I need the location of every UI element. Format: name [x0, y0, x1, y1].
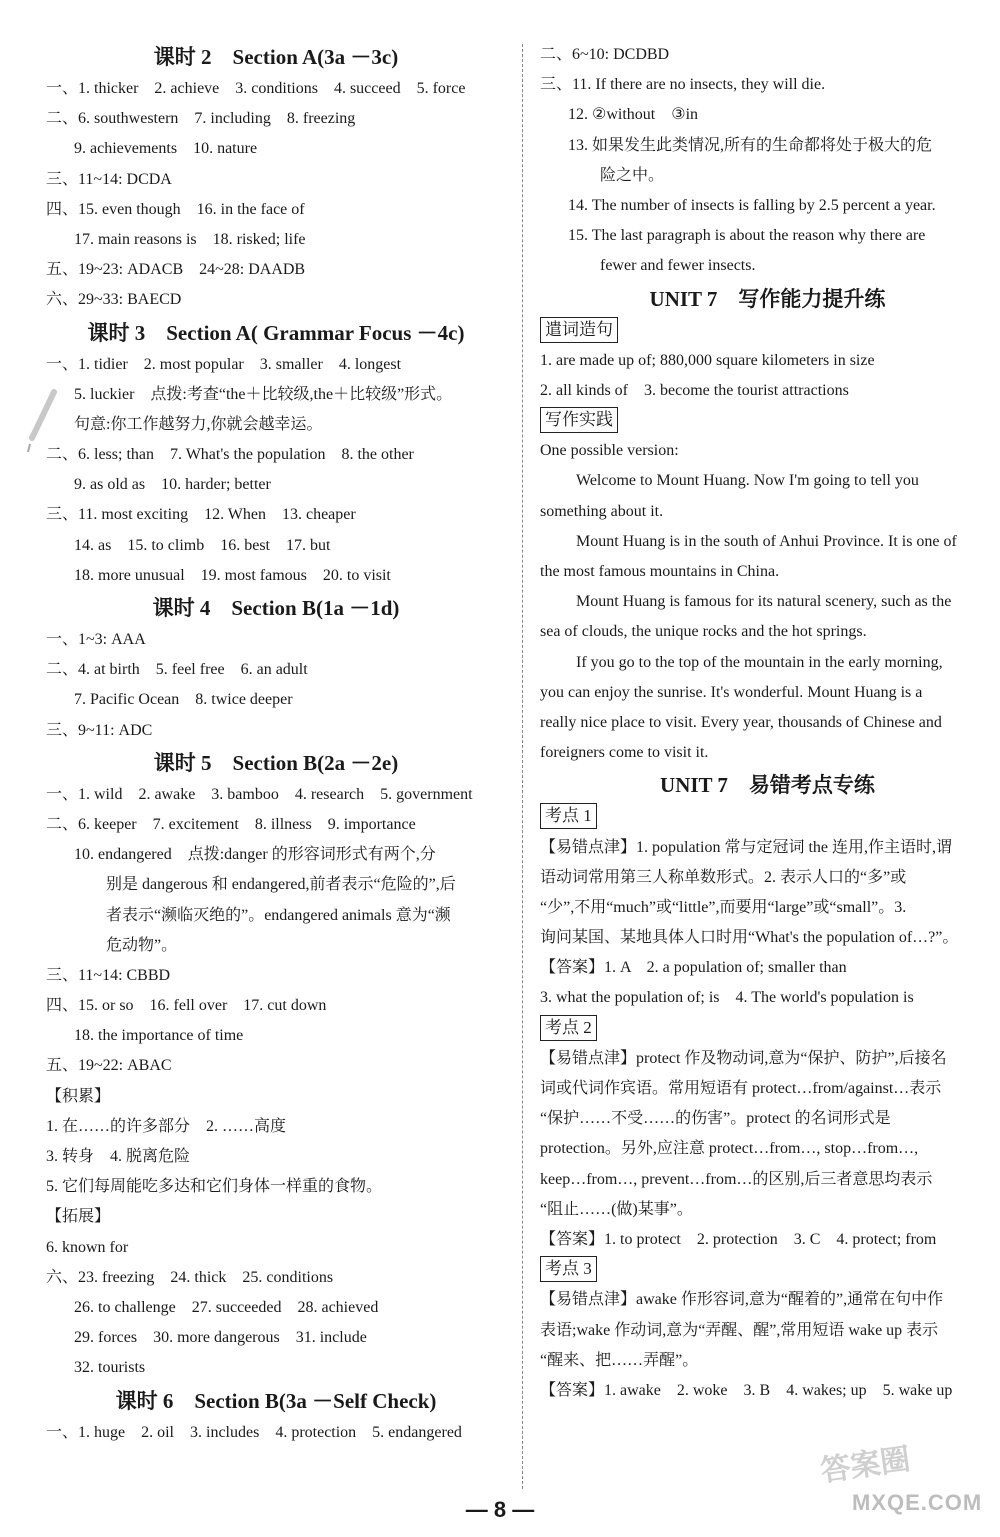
answer-line: 9. as old as 10. harder; better — [74, 476, 271, 494]
section-heading: 课时 3 Section A( Grammar Focus －4c) — [87, 320, 465, 345]
answer-line: 18. more unusual 19. most famous 20. to visit — [74, 566, 391, 584]
answer-line: 17. main reasons is 18. risked; life — [74, 230, 306, 248]
answer-line: 【拓展】 — [46, 1208, 111, 1226]
answer-line: 5. luckier 点拨:考查“the＋比较级,the＋比较级”形式。 — [74, 385, 453, 403]
answer-line: 6. known for — [46, 1238, 129, 1256]
tag-line — [540, 316, 995, 346]
answer-line: “醒来、把……弄醒”。 — [540, 1351, 699, 1369]
section-heading: UNIT 7 写作能力提升练 — [649, 286, 886, 311]
answer-line: “保护……不受……的伤害”。protect 的名词形式是 — [540, 1110, 891, 1128]
answer-line: 26. to challenge 27. succeeded 28. achieved — [74, 1298, 379, 1316]
section-heading: UNIT 7 易错考点专练 — [660, 773, 875, 798]
tag-line — [540, 1255, 995, 1285]
page-number: — 8 — — [465, 1497, 535, 1522]
answer-line: 二、6. keeper 7. excitement 8. illness 9. importance — [46, 815, 416, 833]
answer-line: 三、11~14: CBBD — [46, 966, 171, 984]
answer-line: 三、9~11: ADC — [46, 721, 153, 739]
answer-line: One possible version: — [540, 442, 679, 460]
answer-line: 10. endangered 点拨:danger 的形容词形式有两个,分 — [74, 846, 436, 864]
answer-line: 语动词常用第三人称单数形式。2. 表示人口的“多”或 — [540, 868, 907, 886]
answer-line: 15. The last paragraph is about the reason why there are — [568, 227, 926, 245]
answer-line: 六、29~33: BAECD — [46, 291, 182, 309]
answer-line: 32. tourists — [74, 1359, 146, 1377]
answer-line: keep…from…, prevent…from…的区别,后三者意思均表示 — [540, 1170, 933, 1188]
watermark-url: MXQE.COM — [852, 1490, 983, 1515]
column-divider — [522, 44, 523, 1489]
answer-line: 三、11. If there are no insects, they will die. — [540, 76, 826, 94]
answer-line: something about it. — [540, 502, 664, 520]
answer-line: 句意:你工作越努力,你就会越幸运。 — [74, 415, 323, 433]
answer-line: foreigners come to visit it. — [540, 744, 709, 762]
answer-line: 【易错点津】1. population 常与定冠词 the 连用,作主语时,谓 — [540, 838, 952, 856]
answer-line: protection。另外,应注意 protect…from…, stop…from…, — [540, 1140, 919, 1158]
answer-line: 【积累】 — [46, 1087, 111, 1105]
answer-line: 二、4. at birth 5. feel free 6. an adult — [46, 661, 308, 679]
answer-line: Welcome to Mount Huang. Now I'm going to tell you — [576, 472, 919, 490]
answer-line: 五、19~22: ABAC — [46, 1057, 172, 1075]
answer-line: sea of clouds, the unique rocks and the hot springs. — [540, 623, 867, 641]
answer-line: 13. 如果发生此类情况,所有的生命都将处于极大的危 — [568, 136, 933, 154]
answer-line: “少”,不用“much”或“little”,而要用“large”或“small”。3. — [540, 898, 907, 916]
left-column — [46, 40, 506, 1448]
answer-line: 一、1. tidier 2. most popular 3. smaller 4. longest — [46, 355, 402, 373]
answer-line: 一、1. thicker 2. achieve 3. conditions 4. succeed 5. force — [46, 80, 466, 97]
answer-line: 二、6. less; than 7. What's the population 8. the other — [46, 446, 414, 464]
answer-line: 【答案】1. A 2. a population of; smaller than — [540, 959, 847, 977]
answer-line: 二、6. southwestern 7. including 8. freezing — [46, 110, 356, 128]
answer-line: 四、15. even though 16. in the face of — [46, 200, 305, 218]
answer-line: 六、23. freezing 24. thick 25. conditions — [46, 1268, 334, 1286]
section-heading: 课时 6 Section B(3a －Self Check) — [115, 1388, 437, 1413]
answer-line: the most famous mountains in China. — [540, 563, 780, 580]
answer-line: Mount Huang is in the south of Anhui Province. It is one of — [576, 532, 957, 550]
answer-line: 二、6~10: DCDBD — [540, 46, 670, 63]
answer-line: 3. what the population of; is 4. The world's population is — [540, 989, 914, 1007]
answer-line: 5. 它们每周能吃多达和它们身体一样重的食物。 — [46, 1178, 383, 1196]
section-heading: 课时 2 Section A(3a －3c) — [153, 45, 399, 69]
answer-line: 一、1. wild 2. awake 3. bamboo 4. research 5. government — [46, 785, 473, 803]
tag-line — [540, 1014, 995, 1044]
answer-line: 18. the importance of time — [74, 1027, 244, 1045]
answer-line: 14. The number of insects is falling by 2.5 percent a year. — [568, 196, 936, 214]
answer-line: 表语;wake 作动词,意为“弄醒、醒”,常用短语 wake up 表示 — [540, 1321, 939, 1339]
section-tag: 写作实践 — [540, 407, 618, 433]
answer-line: really nice place to visit. Every year, thousands of Chinese and — [540, 713, 942, 731]
answer-line: 危动物”。 — [106, 936, 178, 954]
answer-line: 1. are made up of; 880,000 square kilometers in size — [540, 351, 875, 369]
answer-line: 别是 dangerous 和 endangered,前者表示“危险的”,后 — [106, 876, 456, 894]
answer-line: fewer and fewer insects. — [600, 257, 756, 275]
answer-line: 一、1~3: AAA — [46, 631, 146, 648]
answer-line: 三、11~14: DCDA — [46, 170, 172, 188]
section-heading: 课时 4 Section B(1a －1d) — [152, 596, 400, 620]
tag-line — [540, 802, 995, 832]
answer-line: 险之中。 — [600, 166, 665, 184]
answer-line: 2. all kinds of 3. become the tourist attractions — [540, 381, 849, 399]
answer-line: 【易错点津】awake 作形容词,意为“醒着的”,通常在句中作 — [540, 1291, 944, 1309]
answer-line: 【答案】1. to protect 2. protection 3. C 4. protect; from — [540, 1230, 937, 1248]
answer-line: 3. 转身 4. 脱离危险 — [46, 1148, 191, 1165]
answer-line: 者表示“濒临灭绝的”。endangered animals 意为“濒 — [106, 906, 451, 924]
answer-line: 12. ②without ③in — [568, 106, 699, 124]
answer-line: Mount Huang is famous for its natural scenery, such as the — [576, 593, 952, 611]
answer-line: 【答案】1. awake 2. woke 3. B 4. wakes; up 5. wake up — [540, 1381, 953, 1399]
pen-mark-icon — [24, 388, 64, 458]
section-tag: 遣词造句 — [540, 317, 618, 343]
answer-line: 一、1. huge 2. oil 3. includes 4. protection 5. endangered — [46, 1423, 462, 1441]
watermark-logo: 答案圈 — [818, 1442, 913, 1489]
right-column — [540, 40, 995, 1406]
section-tag: 考点 2 — [540, 1015, 597, 1041]
answer-line: 29. forces 30. more dangerous 31. include — [74, 1329, 367, 1347]
answer-line: 14. as 15. to climb 16. best 17. but — [74, 536, 331, 554]
answer-line: 五、19~23: ADACB 24~28: DAADB — [46, 261, 306, 279]
section-tag: 考点 3 — [540, 1256, 597, 1282]
answer-line: you can enjoy the sunrise. It's wonderful. Mount Huang is a — [540, 683, 923, 701]
answer-line: 【易错点津】protect 作及物动词,意为“保护、防护”,后接名 — [540, 1049, 947, 1067]
section-tag: 考点 1 — [540, 803, 597, 829]
answer-line: 7. Pacific Ocean 8. twice deeper — [74, 691, 293, 709]
answer-line: 词或代词作宾语。常用短语有 protect…from/against…表示 — [540, 1080, 942, 1097]
tag-line — [540, 406, 995, 436]
answer-line: 1. 在……的许多部分 2. ……高度 — [46, 1117, 287, 1135]
answer-line: 9. achievements 10. nature — [74, 140, 258, 158]
section-heading: 课时 5 Section B(2a －2e) — [153, 750, 399, 775]
answer-line: 四、15. or so 16. fell over 17. cut down — [46, 997, 327, 1015]
answer-line: “阻止……(做)某事”。 — [540, 1200, 693, 1218]
answer-line: If you go to the top of the mountain in the early morning, — [576, 653, 943, 671]
answer-line: 询问某国、某地具体人口时用“What's the population of…?”。 — [540, 929, 959, 947]
answer-line: 三、11. most exciting 12. When 13. cheaper — [46, 506, 356, 524]
